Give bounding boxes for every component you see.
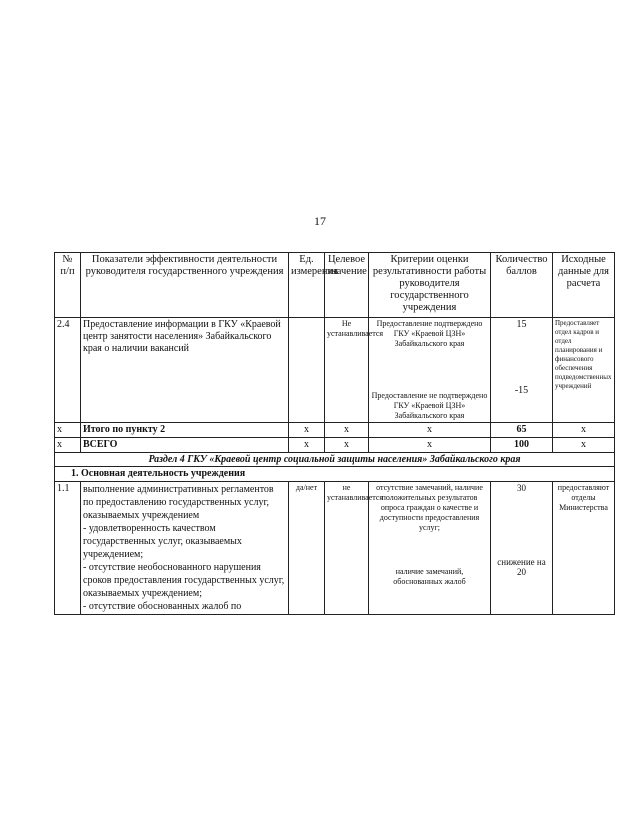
row-1-1-indicator-3: - отсутствие необоснованного нарушения сроков предоставления государственных услуг, оказываемых учреждением; <box>83 562 285 599</box>
row-1-1-criteria-2: наличие замечаний, обоснованных жалоб <box>393 567 466 586</box>
row-2-4-points-1: 15 <box>516 319 527 330</box>
row-2-4-criteria-2: Предоставление не подтверждено ГКУ «Краевой ЦЗН» Забайкальского края <box>371 391 488 420</box>
header-source: Исходные данные для расчета <box>553 253 615 318</box>
row-1-1-points-2: снижение на 20 <box>497 557 546 577</box>
row-2-4-criteria <box>369 318 491 423</box>
row-1-1-points-1: 30 <box>517 483 526 493</box>
row-1-1-criteria <box>369 482 491 615</box>
total-2-source: x <box>553 423 615 438</box>
row-1-1-unit: да/нет <box>289 482 325 615</box>
row-2-4-target: Не устанавливается <box>325 318 369 423</box>
row-1-1-source: предоставляют отделы Министерства <box>553 482 615 615</box>
row-2-4-num: 2.4 <box>55 318 81 423</box>
row-2-4-source: Предоставляет отдел кадров и отдел планирования и финансового обеспечения подведомственных учреждений <box>553 318 615 423</box>
row-2-4-criteria-1: Предоставление подтверждено ГКУ «Краевой ЦЗН» Забайкальского края <box>376 319 483 348</box>
row-1-1-points <box>491 482 553 615</box>
row-2-4-unit <box>289 318 325 423</box>
subsection-heading-row <box>55 467 615 482</box>
row-2-4-points <box>491 318 553 423</box>
table-row-1-1 <box>55 482 615 615</box>
row-1-1-target: не устанавливается <box>325 482 369 615</box>
total-2-points: 65 <box>491 423 553 438</box>
total-all-criteria: x <box>369 438 491 453</box>
header-criteria: Критерии оценки результативности работы руководителя государственного учреждения <box>369 253 491 318</box>
table-row-total-2 <box>55 423 615 438</box>
total-all-label: ВСЕГО <box>81 438 289 453</box>
table-header-row <box>55 253 615 318</box>
row-1-1-indicator-4: - отсутствие обоснованных жалоб по <box>83 601 242 612</box>
total-2-label: Итого по пункту 2 <box>81 423 289 438</box>
header-num: № п/п <box>55 253 81 318</box>
subsection-1-title: 1. Основная деятельность учреждения <box>55 467 615 482</box>
header-unit: Ед. измерения <box>289 253 325 318</box>
row-1-1-indicator-1: выполнение административных регламентов по предоставлению государственных услуг, оказываемых учреждением <box>83 484 274 521</box>
total-all-unit: x <box>289 438 325 453</box>
row-1-1-criteria-1: отсутствие замечаний, наличие положительных результатов опроса граждан о качестве и доступности предоставления услуг; <box>376 483 483 532</box>
total-2-target: x <box>325 423 369 438</box>
header-points: Количество баллов <box>491 253 553 318</box>
total-all-points: 100 <box>491 438 553 453</box>
page-number: 17 <box>314 214 326 228</box>
header-indicator: Показатели эффективности деятельности руководителя государственного учреждения <box>81 253 289 318</box>
total-2-criteria: x <box>369 423 491 438</box>
header-target: Целевое значение <box>325 253 369 318</box>
row-1-1-num: 1.1 <box>55 482 81 615</box>
table-row-total-all <box>55 438 615 453</box>
row-2-4-indicator: Предоставление информации в ГКУ «Краевой центр занятости населения» Забайкальского края о наличии вакансий <box>81 318 289 423</box>
table-row-2-4 <box>55 318 615 423</box>
total-2-unit: x <box>289 423 325 438</box>
row-1-1-indicator-2: - удовлетворенность качеством государственных услуг, оказываемых учреждением; <box>83 523 242 560</box>
section-4-title: Раздел 4 ГКУ «Краевой центр социальной защиты населения» Забайкальского края <box>55 453 615 467</box>
total-all-target: x <box>325 438 369 453</box>
total-2-num: x <box>55 423 81 438</box>
total-all-source: x <box>553 438 615 453</box>
row-1-1-indicator <box>81 482 289 615</box>
total-all-num: x <box>55 438 81 453</box>
indicators-table <box>54 252 615 615</box>
section-heading-row <box>55 453 615 467</box>
row-2-4-points-2: -15 <box>514 385 529 396</box>
